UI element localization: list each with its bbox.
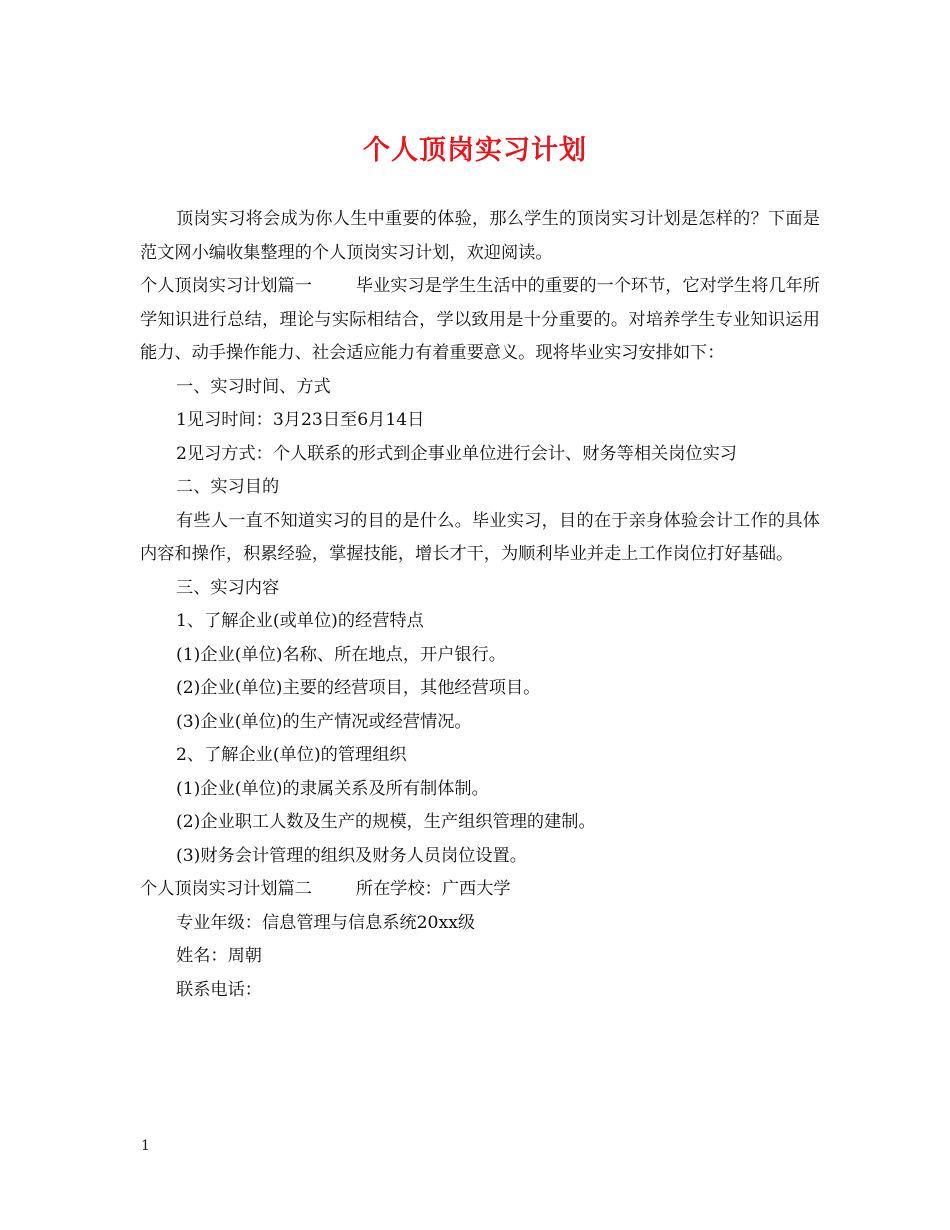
name-line: 姓名：周朝 <box>176 946 262 966</box>
section-two-text: 所在学校：广西大学 <box>355 879 511 899</box>
major-grade-line: 专业年级：信息管理与信息系统20xx级 <box>176 912 476 933</box>
section-one-text: 毕业实习是学生生活中的重要的一个环节，它对学生将几年所学知识进行总结，理论与实际相结合，学以致用是十分重要的。对培养学生专业知识运用能力、动手操作能力、社会适应能力有着重要意义。现将毕业实习安排如下： <box>140 276 820 363</box>
document-title: 个人顶岗实习计划 <box>363 135 587 166</box>
content-item-1-2: (2)企业(单位)主要的经营项目，其他经营项目。 <box>176 678 541 698</box>
practice-content-heading: 三、实习内容 <box>176 577 280 598</box>
practice-purpose-heading: 二、实习目的 <box>176 477 280 497</box>
intro-paragraph: 顶岗实习将会成为你人生中重要的体验，那么学生的顶岗实习计划是怎样的？下面是范文网小编收集整理的个人顶岗实习计划，欢迎阅读。 <box>140 209 820 263</box>
practice-purpose-paragraph: 有些人一直不知道实习的目的是什么。毕业实习，目的在于亲身体验会计工作的具体内容和操作，积累经验，掌握技能，增长才干，为顺利毕业并走上工作岗位打好基础。 <box>140 510 820 564</box>
section-one-paragraph <box>140 270 820 371</box>
content-item-2-1: (1)企业(单位)的隶属关系及所有制体制。 <box>176 778 489 799</box>
content-item-2: 2、了解企业(单位)的管理组织 <box>176 745 407 765</box>
content-item-1: 1、了解企业(或单位)的经营特点 <box>176 611 424 631</box>
content-item-2-2: (2)企业职工人数及生产的规模，生产组织管理的建制。 <box>176 812 596 832</box>
content-item-1-1: (1)企业(单位)名称、所在地点，开户银行。 <box>176 644 506 665</box>
section-two-paragraph <box>140 873 820 907</box>
page-number: 1 <box>141 1138 150 1154</box>
practice-time-heading: 一、实习时间、方式 <box>176 376 331 397</box>
section-two-heading: 个人顶岗实习计划篇二 <box>140 879 312 899</box>
document-body <box>140 203 820 1007</box>
section-one-heading: 个人顶岗实习计划篇一 <box>140 276 312 296</box>
practice-method-line: 2见习方式：个人联系的形式到企事业单位进行会计、财务等相关岗位实习 <box>176 443 737 464</box>
practice-time-line: 1见习时间：3月23日至6月14日 <box>176 410 425 430</box>
content-item-1-3: (3)企业(单位)的生产情况或经营情况。 <box>176 711 472 732</box>
content-item-2-3: (3)财务会计管理的组织及财务人员岗位设置。 <box>176 845 527 866</box>
phone-line: 联系电话： <box>176 979 262 1000</box>
